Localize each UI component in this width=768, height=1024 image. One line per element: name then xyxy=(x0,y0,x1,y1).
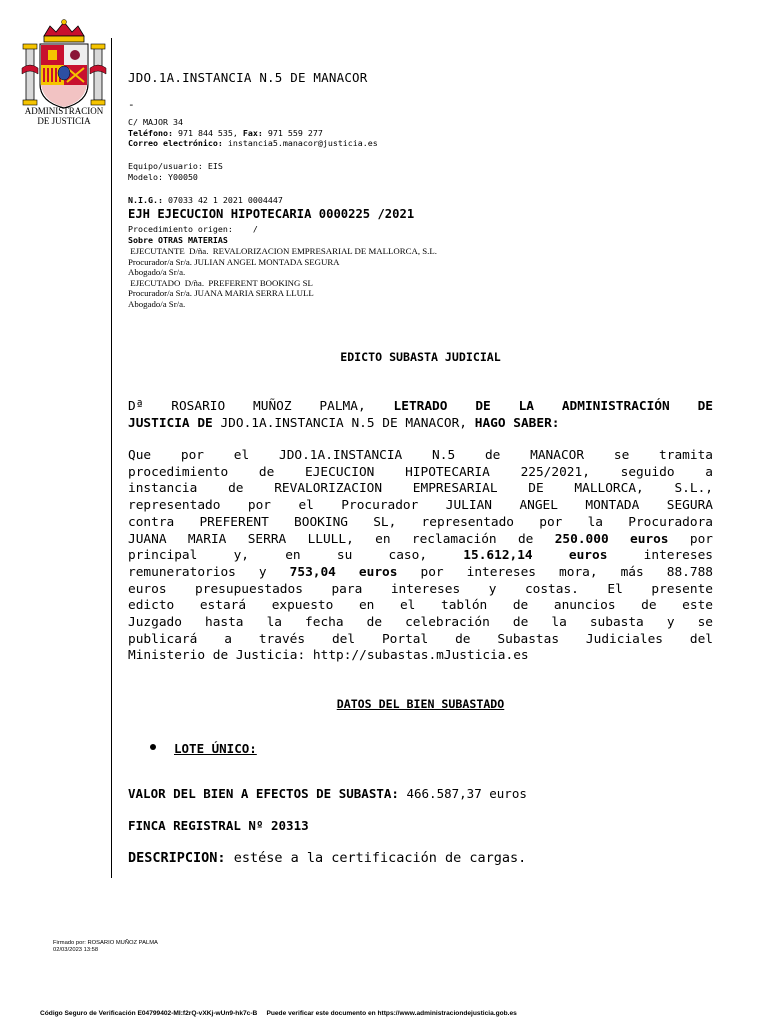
csv-code: Código Seguro de Verificación E04799402-MI:f2rQ-vXKj-wUn9-hk7c-B xyxy=(40,1010,258,1017)
ejecutante: EJECUTANTE D/ña. REVALORIZACION EMPRESARIAL DE MALLORCA, S.L. xyxy=(128,246,437,256)
fax: 971 559 277 xyxy=(267,127,323,138)
procurador-ejecutante: Procurador/a Sr/a. JULIAN ANGEL MONTADA SEGURA xyxy=(128,256,340,267)
body-text: intereses xyxy=(643,548,713,564)
logo-text-line1: ADMINISTRACION xyxy=(24,106,104,116)
modelo: Modelo: Y00050 xyxy=(128,171,198,182)
body-line: Juzgado hasta la fecha de celebración de la subasta y se xyxy=(128,615,713,631)
intro-name: Dª ROSARIO MUÑOZ PALMA, xyxy=(128,399,366,414)
email-label: Correo electrónico: xyxy=(128,138,223,149)
body-text: remuneratorios y xyxy=(128,564,267,580)
court-name: JDO.1A.INSTANCIA N.5 DE MANACOR xyxy=(128,70,368,85)
descripcion-line xyxy=(128,850,526,866)
intro-line-1 xyxy=(128,399,713,416)
intro-paragraph xyxy=(128,399,713,432)
amount-interest: 15.612,14 euros xyxy=(463,548,608,564)
intro-line2-a: JUSTICIA DE xyxy=(128,415,213,431)
body-line: instancia de REVALORIZACION EMPRESARIAL DE MALLORCA, S.L., xyxy=(128,481,713,497)
header-dash: - xyxy=(128,98,135,111)
valor: 466.587,37 euros xyxy=(406,786,527,801)
equipo-block xyxy=(128,161,223,182)
valor-line xyxy=(128,786,527,801)
body-line: representado por el Procurador JULIAN ANGEL MONTADA SEGURA xyxy=(128,498,713,514)
desc-label: DESCRIPCION: xyxy=(128,850,226,866)
body-text: JUANA MARIA SERRA LLULL, en reclamación de xyxy=(128,531,534,547)
intro-line2-c: HAGO SABER: xyxy=(474,415,560,431)
body-line: euros presupuestados para intereses y costas. El presente xyxy=(128,581,713,597)
amount-mora: 753,04 euros xyxy=(289,564,398,580)
body-line xyxy=(128,532,713,549)
body-line: contra PREFERENT BOOKING SL, representado por la Procuradora xyxy=(128,514,713,530)
bien-title: DATOS DEL BIEN SUBASTADO xyxy=(336,697,505,711)
ejecutado: EJECUTADO D/ña. PREFERENT BOOKING SL xyxy=(128,277,313,288)
body-text: principal y, en su caso, xyxy=(128,548,428,564)
email: instancia5.manacor@justicia.es xyxy=(227,138,378,149)
body-paragraph xyxy=(128,448,713,665)
valor-label: VALOR DEL BIEN A EFECTOS DE SUBASTA: xyxy=(128,786,399,801)
phone: 971 844 535 xyxy=(177,127,233,138)
abogado-ejecutado: Abogado/a Sr/a. xyxy=(128,298,186,309)
procedure-title: EJH EJECUCION HIPOTECARIA 0000225 /2021 xyxy=(128,207,415,221)
intro-line2-b: JDO.1A.INSTANCIA N.5 DE MANACOR, xyxy=(220,415,468,431)
finca: FINCA REGISTRAL Nº 20313 xyxy=(128,818,309,833)
bullet-icon xyxy=(150,744,156,750)
address: C/ MAJOR 34 xyxy=(128,117,183,127)
desc: estése a la certificación de cargas. xyxy=(233,850,527,866)
signed-date: 02/03/2023 13:58 xyxy=(53,947,99,953)
verify-link[interactable]: Puede verificar este documento en https://www.administraciondejusticia.gob.es xyxy=(266,1010,517,1017)
body-text: por intereses mora, más 88.788 xyxy=(420,564,713,580)
nig: 07033 42 1 2021 0004447 xyxy=(167,195,283,205)
verification-footer xyxy=(40,1010,517,1017)
abogado-ejecutante: Abogado/a Sr/a. xyxy=(128,267,186,278)
lote-label: LOTE ÚNICO: xyxy=(174,741,257,756)
intro-line-2 xyxy=(128,416,713,433)
body-line: publicará a través del Portal de Subastas Judiciales del xyxy=(128,631,713,647)
edict-title: EDICTO SUBASTA JUDICIAL xyxy=(340,350,501,364)
body-line: edicto estará expuesto en el tablón de anuncios de este xyxy=(128,598,713,614)
logo-text-line2: DE JUSTICIA xyxy=(37,116,91,126)
body-text: por xyxy=(689,531,713,547)
nig-line xyxy=(128,195,283,206)
body-line xyxy=(128,548,713,565)
nig-label: N.I.G.: xyxy=(128,195,163,205)
body-line: Ministerio de Justicia: http://subastas.mJusticia.es xyxy=(128,648,529,664)
body-line: procedimiento de EJECUCION HIPOTECARIA 225/2021, seguido a xyxy=(128,464,713,480)
address-block: C/ MAJOR 34 Teléfono: 971 844 535, Fax: 971 559 277 Correo electrónico: instancia5.manacor@justicia.es xyxy=(128,117,378,149)
procurador-ejecutado: Procurador/a Sr/a. JUANA MARIA SERRA LLULL xyxy=(128,288,314,299)
equipo: Equipo/usuario: EIS xyxy=(128,161,223,171)
body-line xyxy=(128,565,713,582)
amount-principal: 250.000 euros xyxy=(554,531,669,547)
signed-by: Firmado por: ROSARIO MUÑOZ PALMA xyxy=(53,940,158,946)
intro-role: LETRADO DE LA ADMINISTRACIÓN DE xyxy=(393,399,713,414)
sobre: Sobre OTRAS MATERIAS xyxy=(128,235,228,245)
parties-block xyxy=(128,246,437,310)
origen: Procedimiento origen: / xyxy=(128,224,258,234)
phone-label: Teléfono: xyxy=(128,127,173,138)
body-line: Que por el JDO.1A.INSTANCIA N.5 de MANACOR se tramita xyxy=(128,448,713,463)
fax-label: Fax: xyxy=(242,127,263,138)
margin-rule xyxy=(111,38,112,878)
